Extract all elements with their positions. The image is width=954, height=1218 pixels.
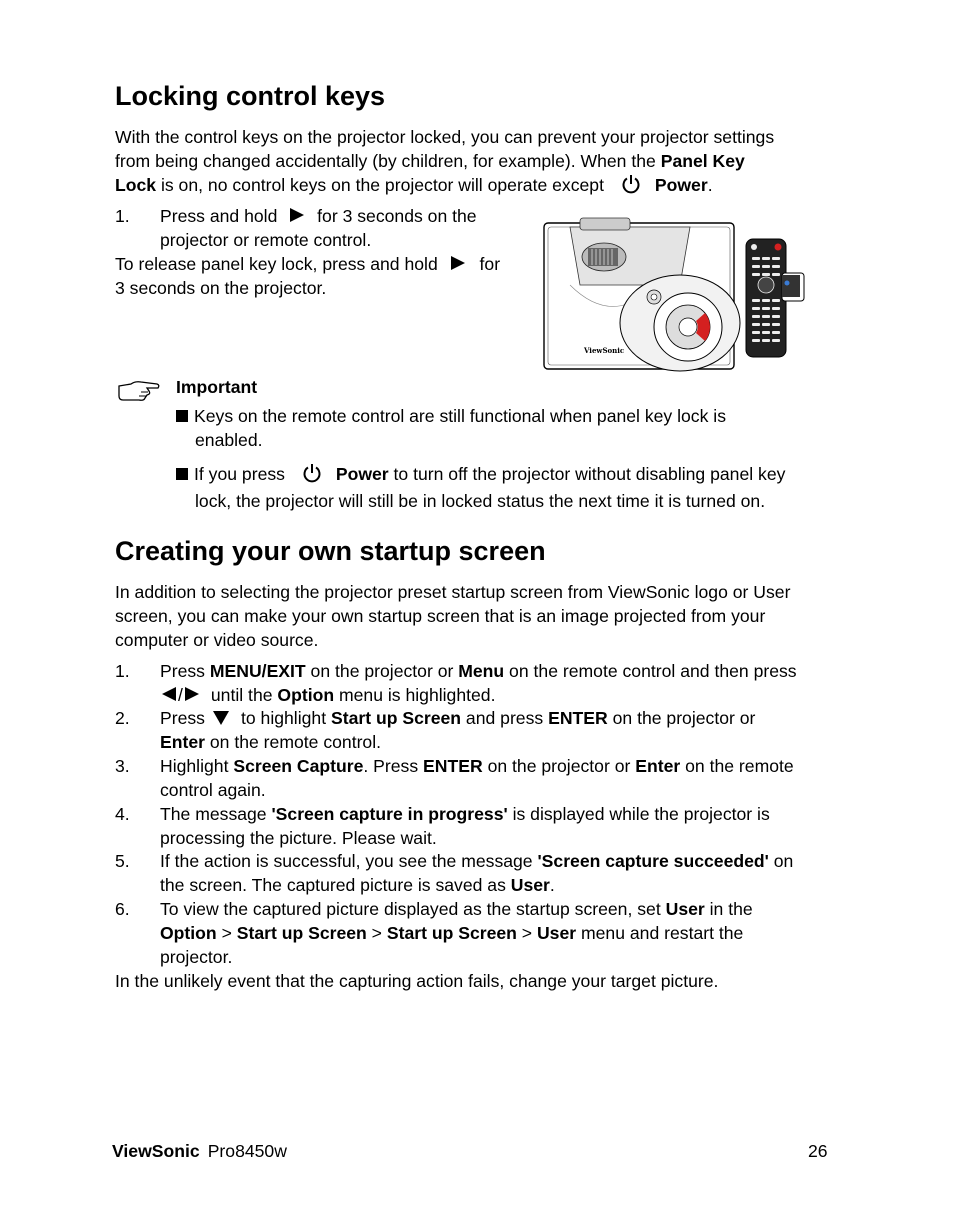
- right-arrow-icon: [185, 687, 199, 701]
- release-instructions: To release panel key lock, press and hold for 3 seconds on the projector.: [115, 254, 501, 298]
- footer-product: [112, 1141, 287, 1162]
- section-heading-startup: Creating your own startup screen: [115, 536, 546, 566]
- step-number: 4.: [115, 804, 130, 824]
- startup-step-6: To view the captured picture displayed as the startup screen, set User in the Option > Start up Screen > Start up Screen > User menu and restart the projector.: [160, 899, 753, 967]
- startup-step-1: Press MENU/EXIT on the projector or Menu on the remote control and then press / until the Option menu is highlighted.: [160, 661, 797, 705]
- step-number: 3.: [115, 756, 130, 776]
- important-bullet-1: Keys on the remote control are still functional when panel key lock is enabled.: [176, 404, 836, 452]
- power-icon: [621, 174, 641, 200]
- step-number: 6.: [115, 899, 130, 919]
- pointing-hand-icon: [117, 378, 161, 409]
- step-number: 5.: [115, 851, 130, 871]
- page-number: 26: [808, 1141, 828, 1161]
- startup-outro: In the unlikely event that the capturing action fails, change your target picture.: [115, 971, 719, 991]
- startup-step-2: Press to highlight Start up Screen and press ENTER on the projector or Enter on the remote control.: [160, 708, 756, 752]
- locking-intro: With the control keys on the projector locked, you can prevent your projector settings from being changed accidentally (by children, for example). When the Panel Key Lock is on, no control keys on the projector will operate except Power.: [115, 125, 845, 200]
- svg-text:ViewSonic: ViewSonic: [584, 346, 625, 355]
- important-bullet-2: If you press Power to turn off the projector without disabling panel key lock, the projector will still be in locked status the next time it is turned on.: [176, 462, 856, 513]
- startup-step-4: The message 'Screen capture in progress' is displayed while the projector is processing the picture. Please wait.: [160, 804, 770, 848]
- step-number: 2.: [115, 708, 130, 728]
- lock-step-1: Press and hold for 3 seconds on the projector or remote control.: [160, 206, 477, 250]
- left-arrow-icon: [162, 687, 176, 701]
- footer-brand: ViewSonic: [112, 1141, 200, 1161]
- section-heading-locking: Locking control keys: [115, 81, 386, 111]
- bullet-square-icon: [176, 410, 188, 422]
- power-icon: [302, 463, 322, 489]
- important-label: Important: [176, 377, 258, 397]
- right-arrow-icon: [290, 208, 304, 222]
- bullet-square-icon: [176, 468, 188, 480]
- startup-intro: In addition to selecting the projector preset startup screen from ViewSonic logo or User screen, you can make your own startup screen that is an image projected from your computer or video source.: [115, 582, 791, 650]
- step-number: 1.: [115, 661, 130, 681]
- footer-model: Pro8450w: [207, 1141, 287, 1161]
- projector-remote-illustration: [540, 215, 810, 375]
- startup-step-3: Highlight Screen Capture. Press ENTER on the projector or Enter on the remote control again.: [160, 756, 794, 800]
- down-arrow-icon: [213, 711, 229, 725]
- right-arrow-icon: [451, 256, 465, 270]
- step-number: 1.: [115, 206, 130, 226]
- startup-step-5: If the action is successful, you see the message 'Screen capture succeeded' on the screen. The captured picture is saved as User.: [160, 851, 794, 895]
